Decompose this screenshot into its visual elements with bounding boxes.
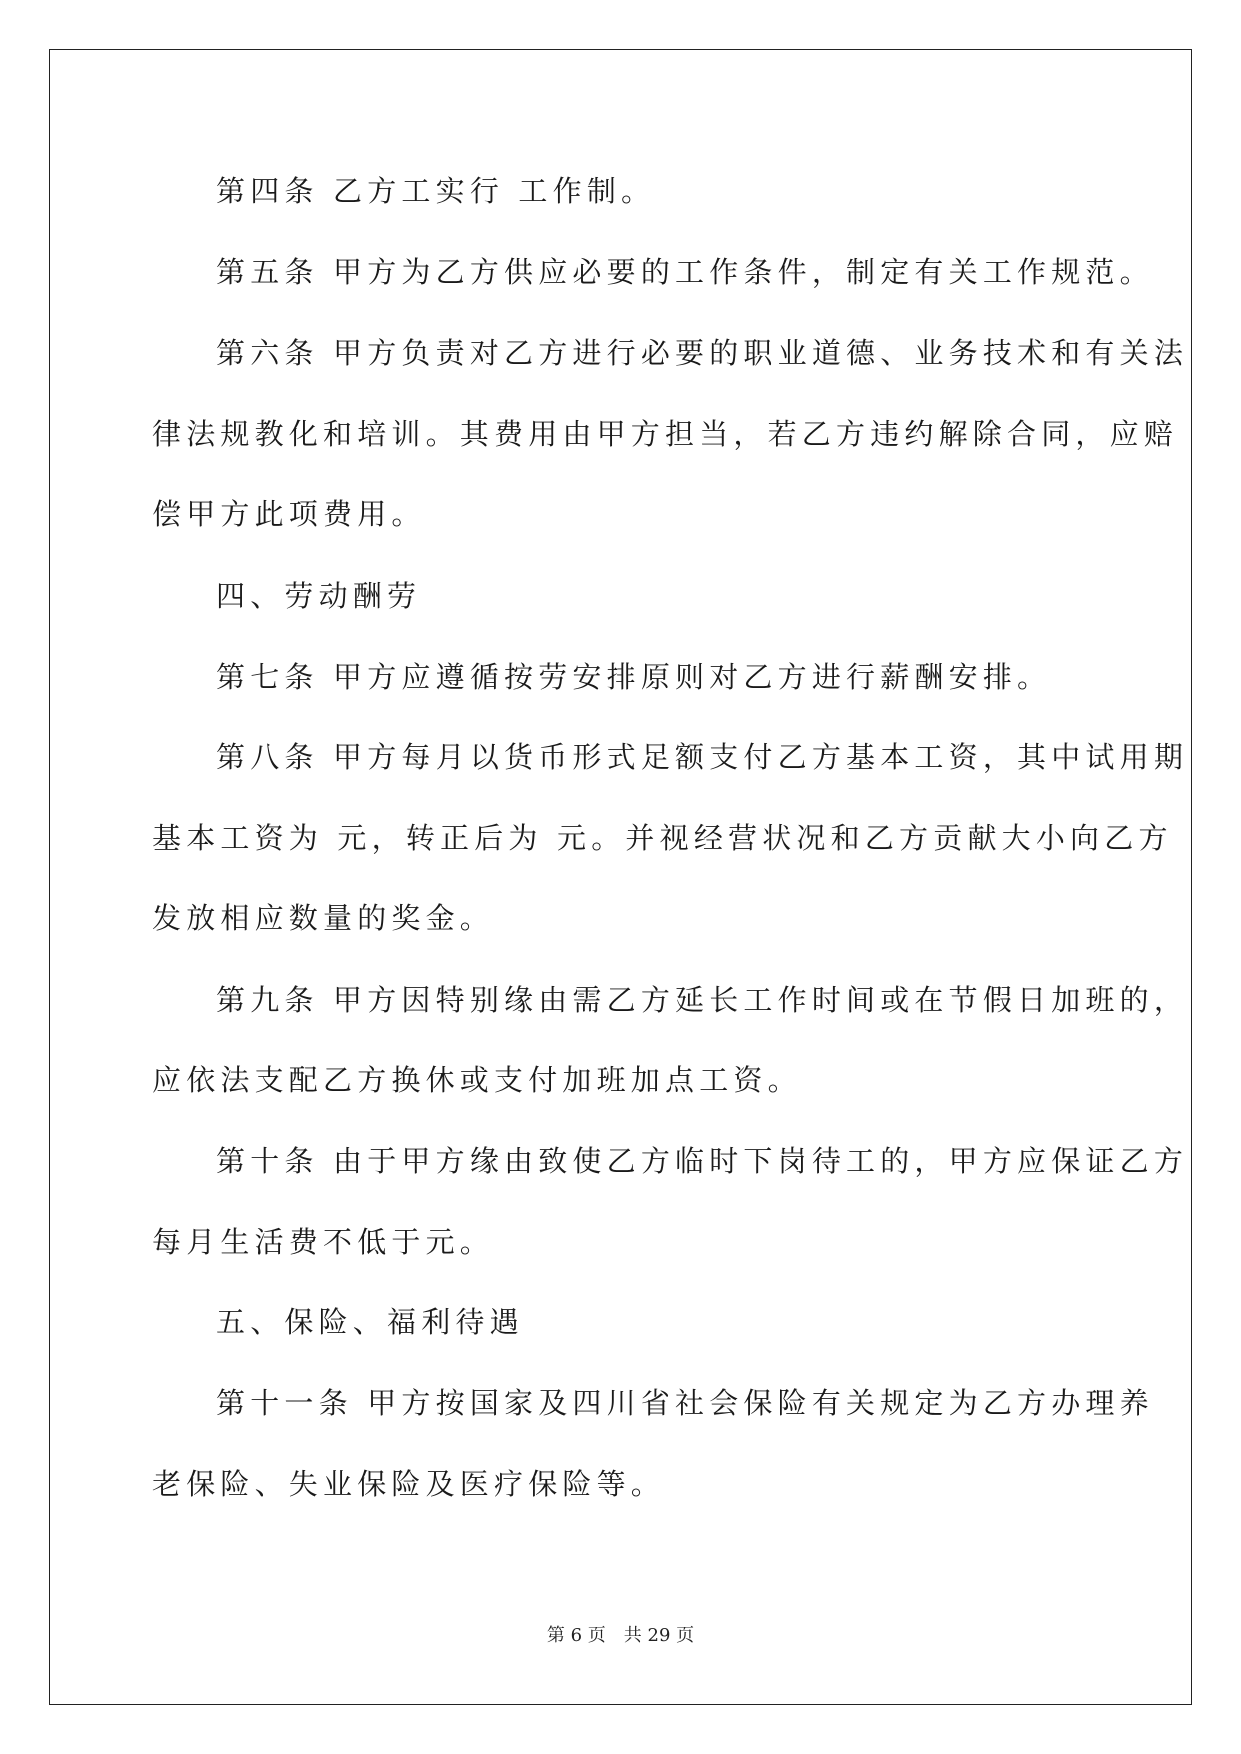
section-5-heading: 五、保险、福利待遇 [216, 1305, 524, 1339]
article-9-line-1: 第九条 甲方因特别缘由需乙方延长工作时间或在节假日加班的， [216, 983, 1189, 1017]
article-7: 第七条 甲方应遵循按劳安排原则对乙方进行薪酬安排。 [216, 660, 1052, 694]
page-border [49, 49, 1192, 1705]
article-5: 第五条 甲方为乙方供应必要的工作条件，制定有关工作规范。 [216, 255, 1154, 289]
page-number: 第 6 页 共 29 页 [546, 1625, 695, 1646]
section-4-heading: 四、劳动酬劳 [216, 579, 422, 613]
article-8-line-1: 第八条 甲方每月以货币形式足额支付乙方基本工资，其中试用期 [216, 740, 1189, 774]
article-6-line-3: 偿甲方此项费用。 [152, 497, 426, 531]
article-8-line-3: 发放相应数量的奖金。 [152, 901, 495, 935]
article-4: 第四条 乙方工实行 工作制。 [216, 174, 656, 208]
article-11-line-2: 老保险、失业保险及医疗保险等。 [152, 1467, 666, 1501]
article-9-line-2: 应依法支配乙方换休或支付加班加点工资。 [152, 1063, 802, 1097]
article-10-line-2: 每月生活费不低于元。 [152, 1225, 495, 1259]
article-6-line-2: 律法规教化和培训。其费用由甲方担当，若乙方违约解除合同，应赔 [152, 417, 1179, 451]
article-8-line-2: 基本工资为 元，转正后为 元。并视经营状况和乙方贡献大小向乙方 [152, 821, 1173, 855]
article-11-line-1: 第十一条 甲方按国家及四川省社会保险有关规定为乙方办理养 [216, 1386, 1154, 1420]
article-6-line-1: 第六条 甲方负责对乙方进行必要的职业道德、业务技术和有关法 [216, 336, 1189, 370]
article-10-line-1: 第十条 由于甲方缘由致使乙方临时下岗待工的，甲方应保证乙方 [216, 1144, 1189, 1178]
